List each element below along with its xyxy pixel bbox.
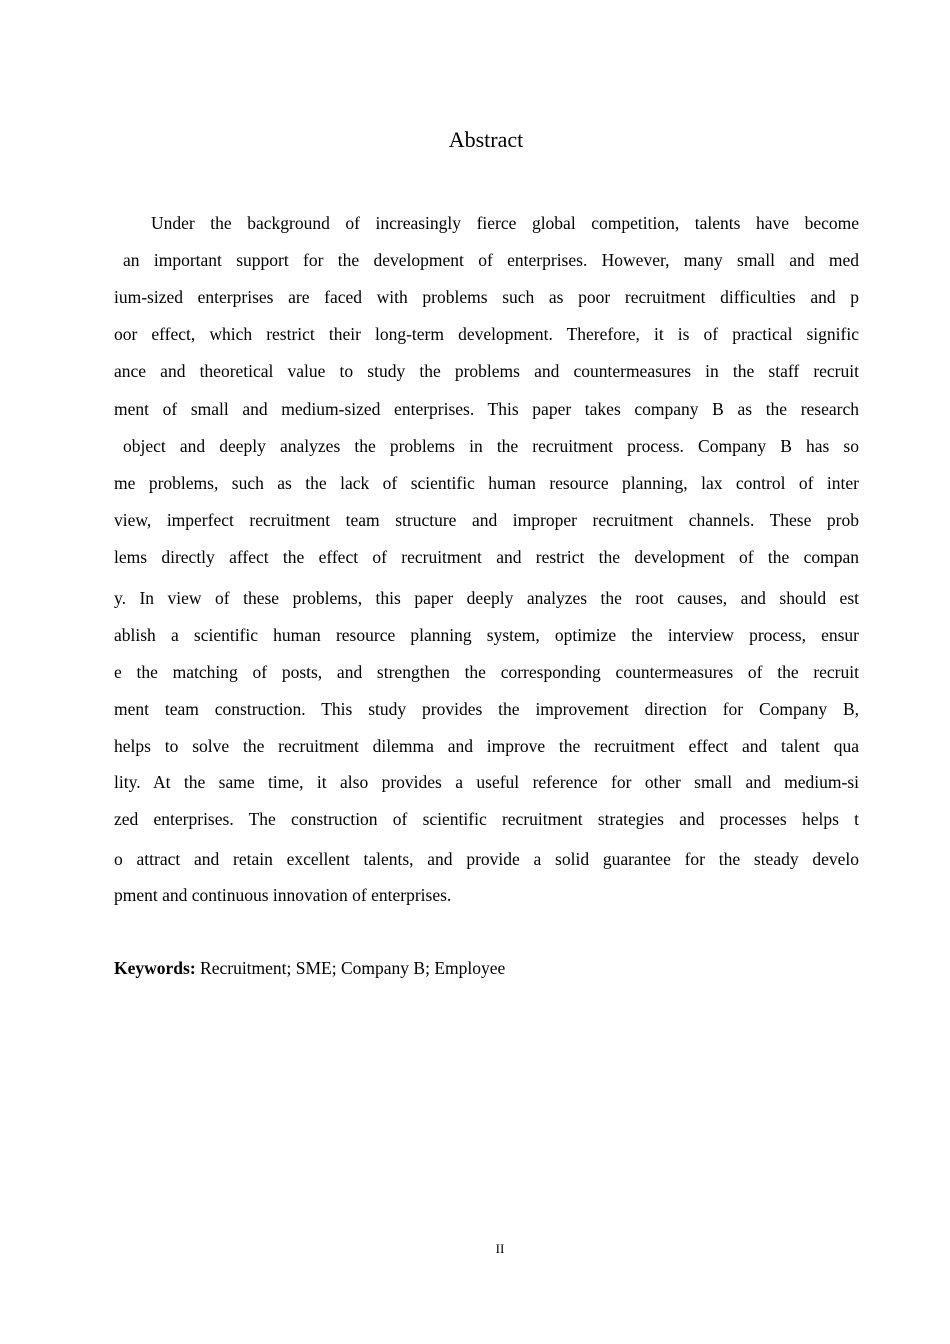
abstract-line: e the matching of posts, and strengthen the corresponding countermeasures of the recruit — [114, 662, 859, 682]
abstract-line: ium-sized enterprises are faced with problems such as poor recruitment difficulties and p — [114, 287, 859, 307]
keywords-label: Keywords: — [114, 958, 196, 978]
page-title: Abstract — [448, 127, 524, 152]
abstract-line: object and deeply analyzes the problems in the recruitment process. Company B has so — [123, 436, 859, 456]
abstract-line: zed enterprises. The construction of scientific recruitment strategies and processes helps t — [114, 809, 859, 829]
abstract-line: ment team construction. This study provides the improvement direction for Company B, — [114, 699, 859, 719]
keywords-value: Recruitment; SME; Company B; Employee — [200, 958, 506, 978]
abstract-line: oor effect, which restrict their long-term development. Therefore, it is of practical signific — [114, 324, 859, 344]
abstract-line: Under the background of increasingly fierce global competition, talents have become — [151, 213, 859, 233]
keywords-line — [114, 957, 505, 979]
abstract-line: helps to solve the recruitment dilemma and improve the recruitment effect and talent qua — [114, 736, 859, 756]
abstract-line: ance and theoretical value to study the problems and countermeasures in the staff recruit — [114, 361, 859, 381]
abstract-line: pment and continuous innovation of enterprises. — [114, 885, 452, 905]
abstract-line: me problems, such as the lack of scientific human resource planning, lax control of inter — [114, 473, 859, 493]
abstract-line: an important support for the development of enterprises. However, many small and med — [123, 250, 859, 270]
page-number: II — [495, 1241, 505, 1256]
abstract-line: lity. At the same time, it also provides a useful reference for other small and medium-si — [114, 772, 859, 792]
abstract-line: view, imperfect recruitment team structure and improper recruitment channels. These prob — [114, 510, 859, 530]
abstract-line: y. In view of these problems, this paper deeply analyzes the root causes, and should est — [114, 588, 859, 608]
abstract-line: ablish a scientific human resource planning system, optimize the interview process, ensur — [114, 625, 859, 645]
abstract-line: ment of small and medium-sized enterprises. This paper takes company B as the research — [114, 399, 859, 419]
abstract-line: lems directly affect the effect of recruitment and restrict the development of the compan — [114, 547, 859, 567]
abstract-line: o attract and retain excellent talents, and provide a solid guarantee for the steady develo — [114, 849, 859, 869]
